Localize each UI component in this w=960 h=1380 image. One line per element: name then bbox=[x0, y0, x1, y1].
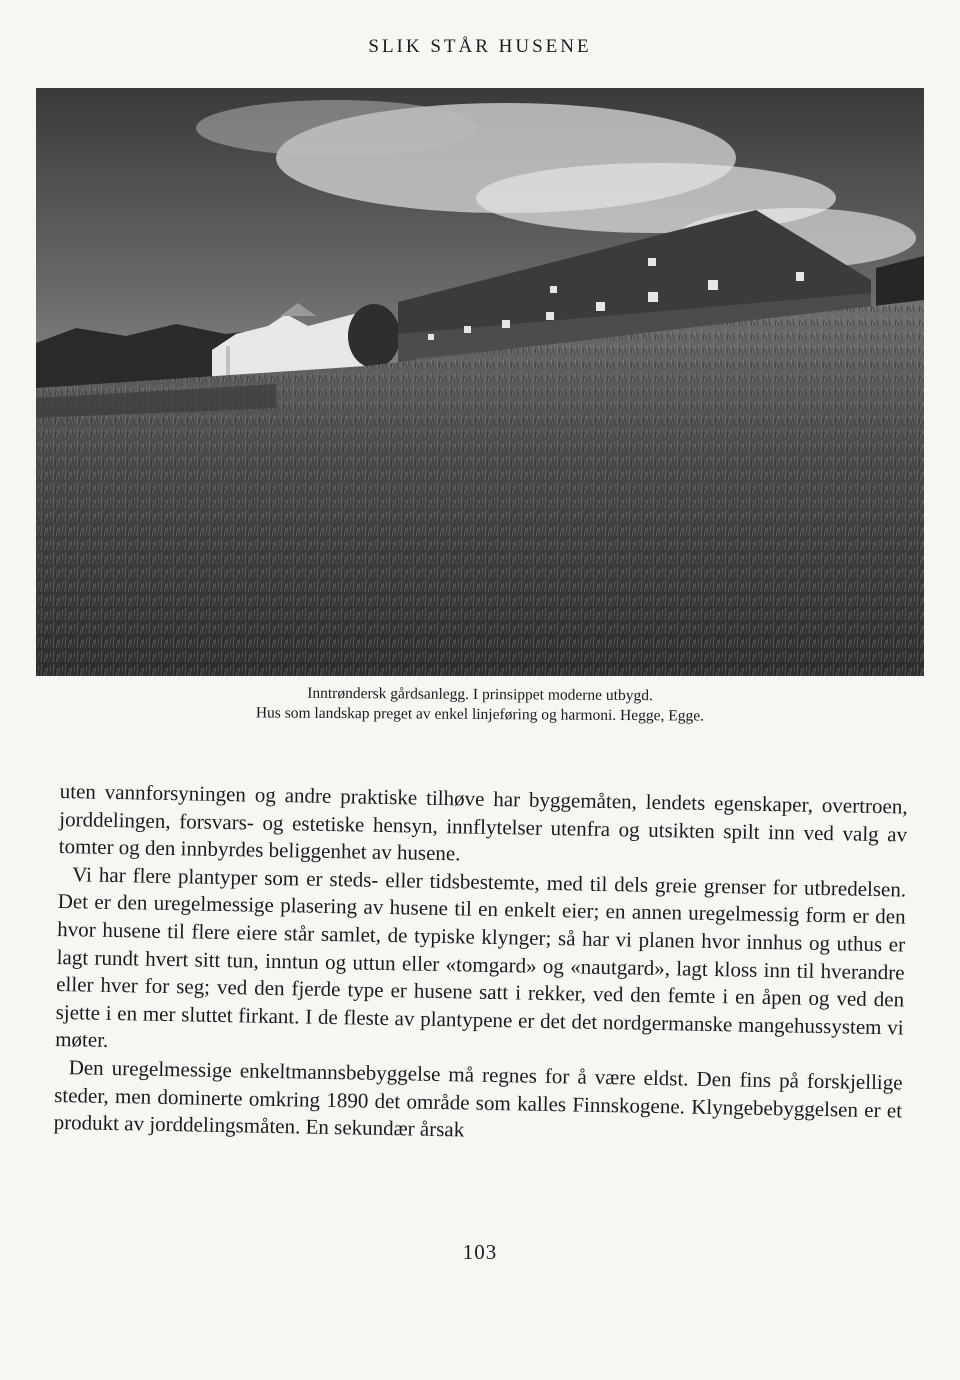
farm-photograph bbox=[36, 88, 924, 676]
paragraph: uten vannforsyningen og andre praktiske tilhøve har byggemåten, lendets egenskaper, overtroen, jorddelingen, forsvars- og estetiske hensyn, innflytelser utenfra og utsikten spilt inn ved valg av tomter og den innbyrdes beliggenhet av husene. bbox=[58, 778, 908, 866]
paragraph: Den uregelmessige enkeltmannsbebyggelse må regnes for å være eldst. Den fins på forskjellige steder, men dominerte omkring 1890 det område som kalles Finnskogene. Klyngebebyggelsen er et produkt av jorddelingsmåten. En sekundær årsak bbox=[53, 1055, 903, 1142]
page-number: 103 bbox=[462, 1240, 498, 1264]
caption-line: Hus som landskap preget av enkel linjeføring og harmoni. Hegge, Egge. bbox=[255, 704, 705, 725]
running-head: SLIK STÅR HUSENE bbox=[368, 36, 592, 57]
body-text bbox=[53, 778, 907, 1152]
figure-caption bbox=[0, 682, 960, 729]
paragraph: Vi har flere plantyper som er steds- eller tidsbestemte, med til dels greie grenser for utbredelsen. Det er den uregelmessige plasering av husene til en enkelt eier; en annen uregelmessig form er den hvor husene til flere eiere står samlet, de typiske klynger; så har vi planen hvor innhus og uthus er lagt rundt hvert sitt tun, inntun og uttun eller «tomgard» og «nautgard», lagt kloss inn til hverandre eller hver for seg; ved den fjerde type er husene satt i rekker, ved den femte i en åpen og ved den sjette i en mer sluttet firkant. I de fleste av plantypene er det det nordgermanske mangehussystem vi møter. bbox=[54, 862, 907, 1053]
caption-line: Inntrøndersk gårdsanlegg. I prinsippet moderne utbygd. bbox=[307, 684, 653, 705]
